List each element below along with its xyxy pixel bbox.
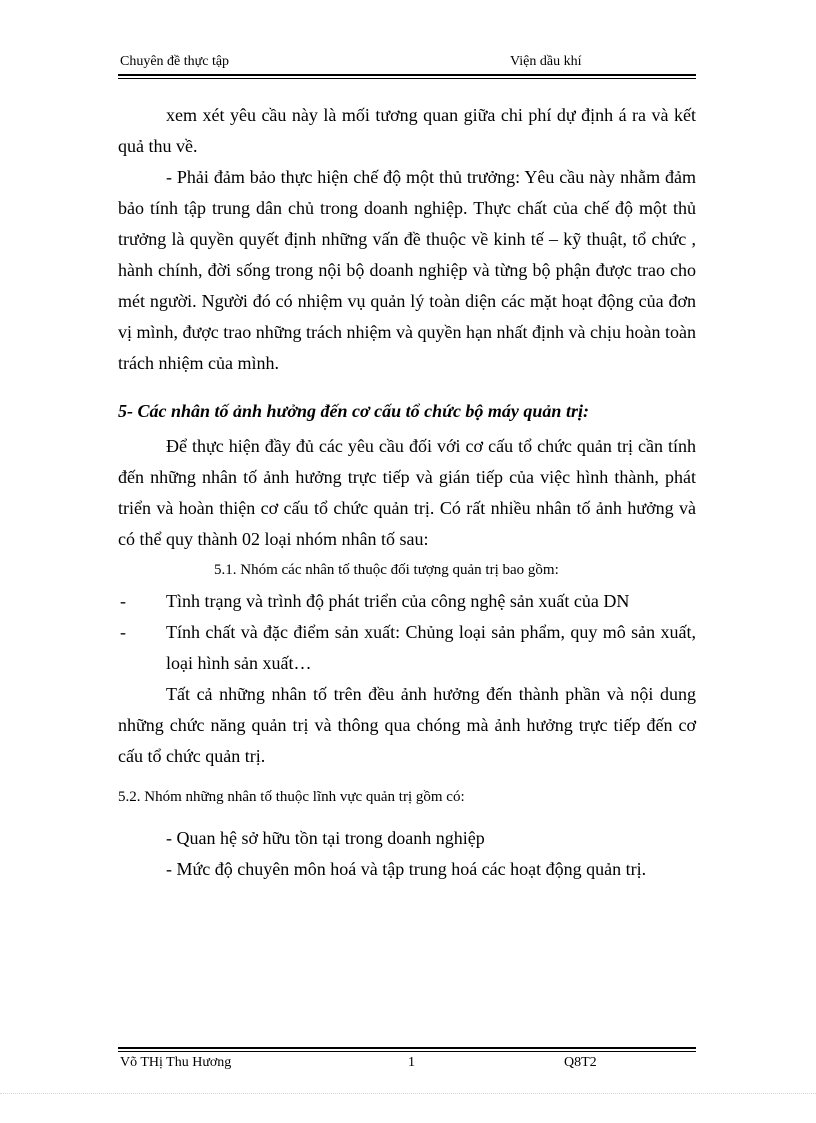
footer-rule-thick bbox=[118, 1047, 696, 1049]
document-body bbox=[118, 100, 696, 885]
footer-author: Võ THị Thu Hương bbox=[120, 1055, 232, 1070]
list-item-text: Tình trạng và trình độ phát triển của công nghệ sản xuất của DN bbox=[166, 591, 630, 611]
page-edge bbox=[0, 1093, 816, 1094]
header-title: Chuyên đề thực tập bbox=[120, 54, 230, 69]
bullet-dash: - bbox=[120, 591, 126, 611]
page-header bbox=[118, 52, 696, 74]
list-item: - Quan hệ sở hữu tồn tại trong doanh nghiệp bbox=[166, 828, 485, 848]
section-heading-5: 5- Các nhân tố ảnh hưởng đến cơ cấu tổ chức bộ máy quản trị: bbox=[118, 401, 589, 421]
spacer bbox=[118, 772, 696, 782]
list-item: - Mức độ chuyên môn hoá và tập trung hoá các hoạt động quản trị. bbox=[166, 859, 647, 879]
paragraph-factors-summary: Tất cả những nhân tố trên đều ảnh hưởng đến thành phần và nội dung những chức năng quản trị và thông qua chóng mà ảnh hưởng trực tiếp đến cơ cấu tổ chức quản trị. bbox=[118, 684, 696, 766]
list-item bbox=[118, 586, 696, 617]
subheading-5-1: 5.1. Nhóm các nhân tố thuộc đối tượng quản trị bao gồm: bbox=[214, 562, 559, 578]
footer-code: Q8T2 bbox=[564, 1055, 597, 1070]
spacer bbox=[118, 813, 696, 823]
list-item-text: Tính chất và đặc điểm sản xuất: Chủng loại sản phẩm, quy mô sản xuất, loại hình sản xuất… bbox=[166, 622, 696, 673]
paragraph-factors-intro: Để thực hiện đầy đủ các yêu cầu đối với cơ cấu tổ chức quản trị cần tính đến những nhân tố ảnh hưởng trực tiếp và gián tiếp của việc hình thành, phát triển và hoàn thiện cơ cấu tổ chức quản trị. Có rất nhiều nhân tố ảnh hưởng và có thể quy thành 02 loại nhóm nhân tố sau: bbox=[118, 436, 696, 549]
subheading-5-2: 5.2. Nhóm những nhân tố thuộc lĩnh vực quản trị gồm có: bbox=[118, 789, 465, 805]
header-rule-thick bbox=[118, 74, 696, 76]
page-number: 1 bbox=[408, 1055, 415, 1070]
bullet-dash: - bbox=[120, 622, 126, 642]
footer-rule-thin bbox=[118, 1051, 696, 1052]
paragraph-cost-relation: xem xét yêu cầu này là mối tương quan giữa chi phí dự định á ra và kết quả thu về. bbox=[118, 105, 696, 156]
page-footer bbox=[118, 1055, 696, 1075]
header-organization: Viện dầu khí bbox=[510, 54, 582, 69]
header-rule-thin bbox=[118, 78, 696, 79]
paragraph-one-leader: - Phải đảm bảo thực hiện chế độ một thủ trưởng: Yêu cầu này nhằm đảm bảo tính tập trung dân chủ trong doanh nghiệp. Thực chất của chế độ một thủ trưởng là quyền quyết định những vấn đề thuộc về kinh tế – kỹ thuật, tổ chức , hành chính, đời sống trong nội bộ doanh nghiệp và từng bộ phận được trao cho mét người. Người đó có nhiệm vụ quản lý toàn diện các mặt hoạt động của đơn vị mình, được trao những trách nhiệm và quyền hạn nhất định và chịu hoàn toàn trách nhiệm của mình. bbox=[118, 167, 696, 373]
list-item bbox=[118, 617, 696, 679]
